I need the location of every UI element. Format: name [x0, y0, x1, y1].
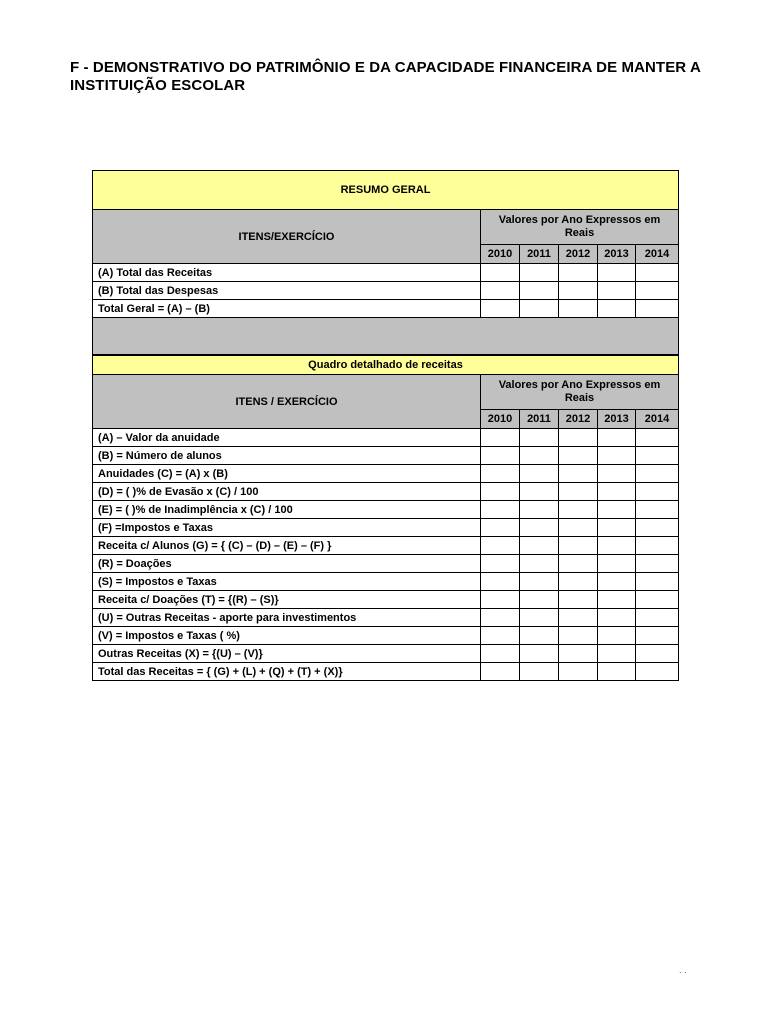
value-cell — [559, 264, 598, 282]
detail-row-label: (D) = ( )% de Evasão x (C) / 100 — [93, 483, 481, 501]
detail-row-label: Total das Receitas = { (G) + (L) + (Q) + (T) + (X)} — [93, 663, 481, 681]
summary-year-2010: 2010 — [481, 245, 520, 264]
value-cell — [598, 429, 636, 447]
detail-year-2013: 2013 — [598, 410, 636, 429]
value-cell — [598, 609, 636, 627]
value-cell — [636, 663, 679, 681]
table-row — [93, 429, 679, 447]
value-cell — [598, 645, 636, 663]
table-row — [93, 282, 679, 300]
value-cell — [636, 264, 679, 282]
document-title: F - DEMONSTRATIVO DO PATRIMÔNIO E DA CAPACIDADE FINANCEIRA DE MANTER A INSTITUIÇÃO ESCOLAR — [70, 59, 701, 94]
value-cell — [481, 264, 520, 282]
detail-table — [92, 355, 679, 681]
summary-row-label: Total Geral = (A) – (B) — [93, 300, 481, 318]
value-cell — [636, 501, 679, 519]
detail-items-header: ITENS / EXERCÍCIO — [93, 375, 481, 429]
value-cell — [636, 555, 679, 573]
value-cell — [598, 537, 636, 555]
table-row — [93, 663, 679, 681]
value-cell — [559, 663, 598, 681]
table-row — [93, 591, 679, 609]
value-cell — [559, 429, 598, 447]
value-cell — [598, 264, 636, 282]
table-row — [93, 609, 679, 627]
table-row — [93, 264, 679, 282]
value-cell — [598, 519, 636, 537]
value-cell — [598, 555, 636, 573]
value-cell — [598, 501, 636, 519]
value-cell — [520, 591, 559, 609]
value-cell — [559, 645, 598, 663]
value-cell — [520, 555, 559, 573]
value-cell — [636, 645, 679, 663]
table-row — [93, 573, 679, 591]
value-cell — [481, 627, 520, 645]
value-cell — [520, 663, 559, 681]
table-row — [93, 483, 679, 501]
summary-heading: RESUMO GERAL — [93, 171, 679, 210]
value-cell — [598, 447, 636, 465]
value-cell — [481, 609, 520, 627]
value-cell — [598, 483, 636, 501]
table-row — [93, 555, 679, 573]
table-row — [93, 627, 679, 645]
value-cell — [520, 429, 559, 447]
value-cell — [559, 573, 598, 591]
value-cell — [481, 282, 520, 300]
value-cell — [559, 483, 598, 501]
table-row — [93, 645, 679, 663]
summary-table — [92, 170, 679, 355]
value-cell — [520, 282, 559, 300]
value-cell — [636, 483, 679, 501]
detail-year-2010: 2010 — [481, 410, 520, 429]
detail-row-label: Outras Receitas (X) = {(U) – (V)} — [93, 645, 481, 663]
table-row — [93, 537, 679, 555]
value-cell — [598, 465, 636, 483]
value-cell — [598, 300, 636, 318]
value-cell — [520, 465, 559, 483]
value-cell — [481, 555, 520, 573]
value-cell — [598, 573, 636, 591]
value-cell — [636, 429, 679, 447]
detail-year-2014: 2014 — [636, 410, 679, 429]
value-cell — [520, 447, 559, 465]
detail-row-label: Receita c/ Doações (T) = {(R) – (S)} — [93, 591, 481, 609]
value-cell — [520, 537, 559, 555]
value-cell — [481, 300, 520, 318]
value-cell — [636, 519, 679, 537]
value-cell — [559, 282, 598, 300]
value-cell — [481, 483, 520, 501]
value-cell — [598, 282, 636, 300]
value-cell — [559, 300, 598, 318]
summary-year-2013: 2013 — [598, 245, 636, 264]
summary-year-2011: 2011 — [520, 245, 559, 264]
value-cell — [481, 537, 520, 555]
summary-row-label: (B) Total das Despesas — [93, 282, 481, 300]
value-cell — [636, 609, 679, 627]
table-row — [93, 447, 679, 465]
value-cell — [598, 627, 636, 645]
value-cell — [520, 573, 559, 591]
value-cell — [636, 591, 679, 609]
value-cell — [636, 447, 679, 465]
detail-year-2012: 2012 — [559, 410, 598, 429]
separator-band — [93, 318, 679, 355]
value-cell — [559, 555, 598, 573]
summary-year-2014: 2014 — [636, 245, 679, 264]
value-cell — [520, 264, 559, 282]
table-row — [93, 519, 679, 537]
value-cell — [481, 465, 520, 483]
value-cell — [636, 282, 679, 300]
value-cell — [559, 465, 598, 483]
value-cell — [520, 483, 559, 501]
detail-row-label: (F) =Impostos e Taxas — [93, 519, 481, 537]
value-cell — [481, 645, 520, 663]
value-cell — [559, 537, 598, 555]
value-cell — [636, 627, 679, 645]
value-cell — [636, 465, 679, 483]
detail-row-label: (A) – Valor da anuidade — [93, 429, 481, 447]
value-cell — [481, 663, 520, 681]
summary-values-header: Valores por Ano Expressos em Reais — [481, 210, 679, 245]
value-cell — [520, 609, 559, 627]
value-cell — [520, 501, 559, 519]
value-cell — [559, 591, 598, 609]
value-cell — [481, 447, 520, 465]
table-row — [93, 300, 679, 318]
summary-items-header: ITENS/EXERCÍCIO — [93, 210, 481, 264]
detail-row-label: (B) = Número de alunos — [93, 447, 481, 465]
value-cell — [636, 537, 679, 555]
detail-row-label: (U) = Outras Receitas - aporte para investimentos — [93, 609, 481, 627]
value-cell — [520, 519, 559, 537]
value-cell — [636, 300, 679, 318]
value-cell — [598, 663, 636, 681]
footer-mark: . . — [679, 966, 687, 975]
summary-row-label: (A) Total das Receitas — [93, 264, 481, 282]
value-cell — [481, 429, 520, 447]
detail-year-2011: 2011 — [520, 410, 559, 429]
value-cell — [481, 501, 520, 519]
value-cell — [481, 573, 520, 591]
value-cell — [520, 300, 559, 318]
detail-row-label: (V) = Impostos e Taxas ( %) — [93, 627, 481, 645]
value-cell — [559, 501, 598, 519]
value-cell — [481, 519, 520, 537]
detail-row-label: Receita c/ Alunos (G) = { (C) – (D) – (E) – (F) } — [93, 537, 481, 555]
value-cell — [520, 627, 559, 645]
detail-row-label: (S) = Impostos e Taxas — [93, 573, 481, 591]
detail-row-label: Anuidades (C) = (A) x (B) — [93, 465, 481, 483]
summary-year-2012: 2012 — [559, 245, 598, 264]
detail-heading: Quadro detalhado de receitas — [93, 356, 679, 375]
value-cell — [481, 591, 520, 609]
detail-values-header: Valores por Ano Expressos em Reais — [481, 375, 679, 410]
value-cell — [559, 519, 598, 537]
detail-row-label: (E) = ( )% de Inadimplência x (C) / 100 — [93, 501, 481, 519]
value-cell — [598, 591, 636, 609]
value-cell — [559, 447, 598, 465]
table-row — [93, 501, 679, 519]
value-cell — [520, 645, 559, 663]
value-cell — [559, 627, 598, 645]
value-cell — [636, 573, 679, 591]
table-row — [93, 465, 679, 483]
detail-row-label: (R) = Doações — [93, 555, 481, 573]
value-cell — [559, 609, 598, 627]
